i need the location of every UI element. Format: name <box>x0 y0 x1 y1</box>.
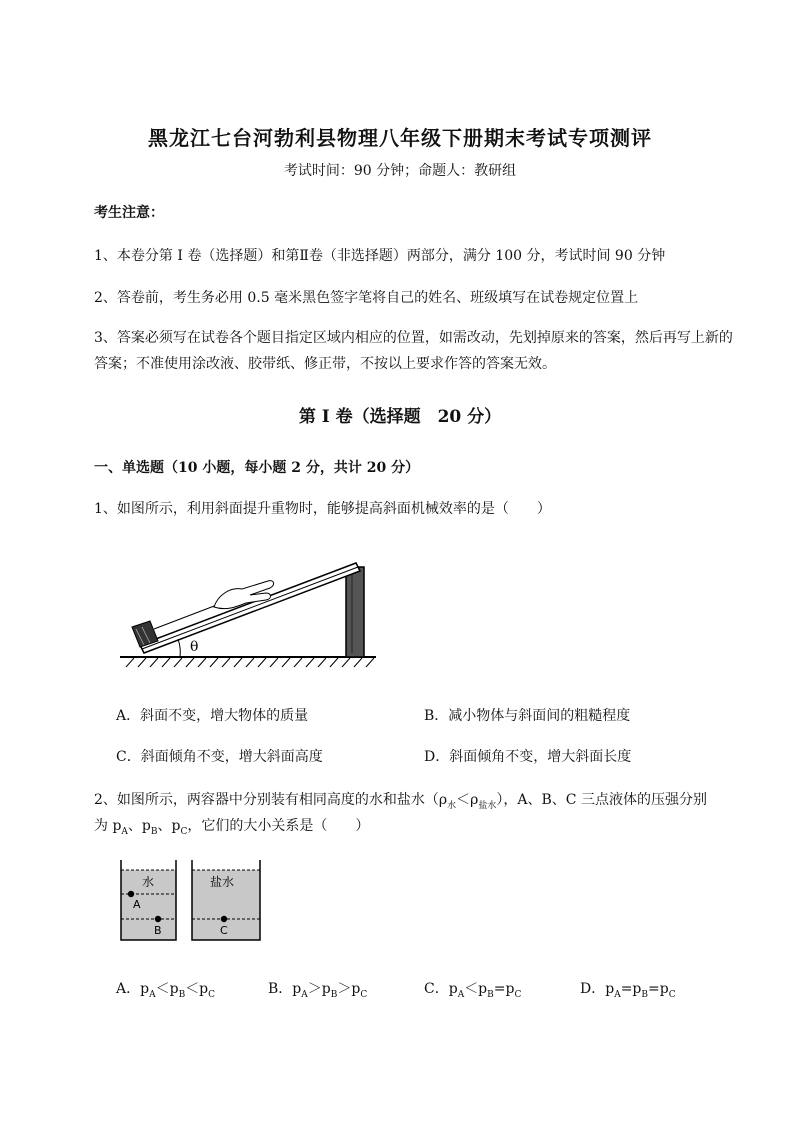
option-sub: A <box>301 989 308 1000</box>
option-sub: A <box>614 989 621 1000</box>
q2-option-b <box>268 978 367 1000</box>
q2-option-a <box>116 978 215 1000</box>
q2-option-c <box>424 978 521 1000</box>
option-part: ＜p <box>155 981 179 997</box>
option-prefix: B． <box>268 981 293 997</box>
option-sub: A <box>457 989 465 1000</box>
section-title: 第 I 卷（选择题 20 分） <box>298 407 502 427</box>
option-sub: B <box>487 989 494 1000</box>
q2-stem-part: 2、如图所示，两容器中分别装有相同高度的水和盐水（ρ <box>94 792 448 808</box>
notice-item-3: 3、答案必须写在试卷各个题目指定区域内相应的位置，如需改动，先划掉原来的答案，然后再写上新的答案；不准使用涂改液、胶带纸、修正带，不按以上要求作答的答案无效。 <box>94 330 733 372</box>
q2-stem-part: ＜ρ <box>456 792 479 808</box>
containers-figure <box>118 858 264 944</box>
q2-stem-part: ，它们的大小关系是（ ） <box>187 818 370 834</box>
option-part: p <box>292 981 302 997</box>
option-sub: B <box>178 989 186 1000</box>
option-part: ＞p <box>337 981 361 997</box>
notice-heading: 考生注意： <box>94 205 164 221</box>
option-part: p <box>605 981 615 997</box>
q2-stem-part: ），A、B、C 三点液体的压强分别 <box>496 792 707 808</box>
q1-option-d: D．斜面倾角不变，增大斜面长度 <box>424 749 632 765</box>
angle-label: θ <box>190 639 199 655</box>
option-sub: C <box>514 989 522 1000</box>
q2-sub: B <box>150 826 158 837</box>
document-title: 黑龙江七台河勃利县物理八年级下册期末考试专项测评 <box>148 126 652 150</box>
q2-sub-brine: 盐水 <box>478 800 497 811</box>
q2-stem-part: 、p <box>157 818 181 834</box>
q1-option-a: A．斜面不变，增大物体的质量 <box>116 708 309 724</box>
option-part: p <box>140 981 150 997</box>
q1-option-c: C．斜面倾角不变，增大斜面高度 <box>116 749 323 765</box>
option-prefix: C． <box>424 981 449 997</box>
left-container-label: 水 <box>142 875 155 889</box>
right-container-label: 盐水 <box>210 875 235 889</box>
option-part: ＜p <box>185 981 209 997</box>
point-c-label: C <box>220 924 228 937</box>
option-sub: B <box>330 989 338 1000</box>
option-sub: C <box>208 989 216 1000</box>
notice-item-2: 2、答卷前，考生务必用 0.5 毫米黑色签字笔将自己的姓名、班级填写在试卷规定位置上 <box>94 290 639 306</box>
notice-item-1: 1、本卷分第 I 卷（选择题）和第Ⅱ卷（非选择题）两部分，满分 100 分，考试时间 90 分钟 <box>94 248 666 264</box>
q2-option-d <box>580 978 676 1000</box>
q1-option-b: B．减小物体与斜面间的粗糙程度 <box>424 708 631 724</box>
q2-sub: A <box>121 826 128 837</box>
option-part: =p <box>620 981 642 997</box>
point-b-label: B <box>154 924 162 937</box>
q2-sub: C <box>180 826 188 837</box>
option-part: =p <box>493 981 515 997</box>
option-prefix: D． <box>580 981 606 997</box>
question-1-stem: 1、如图所示，利用斜面提升重物时，能够提高斜面机械效率的是（ ） <box>94 501 551 517</box>
option-sub: C <box>668 989 676 1000</box>
option-sub: A <box>149 989 156 1000</box>
q2-sub-water: 水 <box>447 800 457 811</box>
option-part: ＞p <box>307 981 331 997</box>
q2-stem-part: 为 p <box>94 818 122 834</box>
option-part: =p <box>648 981 669 997</box>
part-heading: 一、单选题（10 小题，每小题 2 分，共计 20 分） <box>94 460 420 476</box>
document-subtitle: 考试时间：90 分钟；命题人：教研组 <box>283 163 517 179</box>
option-prefix: A． <box>116 981 141 997</box>
point-a-label: A <box>133 898 141 911</box>
option-sub: B <box>641 989 649 1000</box>
incline-figure <box>118 545 380 675</box>
option-part: p <box>448 981 458 997</box>
q2-stem-part: 、p <box>127 818 151 834</box>
question-2-stem-line2 <box>94 815 369 837</box>
option-sub: C <box>360 989 368 1000</box>
option-part: ＜p <box>464 981 488 997</box>
question-2-stem <box>94 789 707 811</box>
